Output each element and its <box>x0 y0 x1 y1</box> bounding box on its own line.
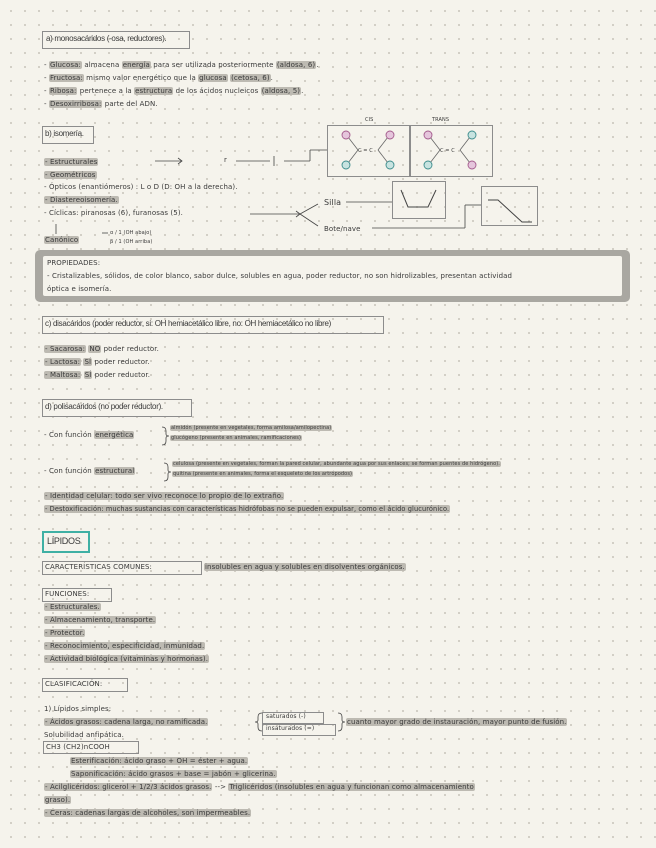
ceras: - Ceras: cadenas largas de alcoholes, son impermeables. <box>45 809 251 817</box>
caracteristicas-label: CARACTERÍSTICAS COMUNES: <box>45 563 152 571</box>
acilgliceridos-cont: graso). <box>45 796 71 804</box>
isomeria-geometricos: - Geométricos <box>45 171 96 179</box>
propiedades-line2: óptica e isomería. <box>47 285 112 293</box>
canonico-beta: β / 1 (OH arriba) <box>110 239 153 245</box>
funcion-item: - Actividad biológica (vitaminas y hormonas). <box>45 655 209 663</box>
isomeria-ciclicas: - Cíclicas: piranosas (6), furanosas (5). <box>44 209 183 217</box>
lipidos-simples: 1) Lípidos simples: <box>44 705 112 713</box>
energetica-almidon: almidón (presente en vegetales, forma amilosa/amilopectina) <box>171 425 332 431</box>
energetica-glucogeno: glucógeno (presente en animales, ramificaciones) <box>171 435 302 441</box>
isomeria-estructurales: - Estructurales <box>45 158 98 166</box>
polisacarido-estructural: - Con función estructural <box>44 467 135 475</box>
solubilidad: Solubilidad anfipática. <box>44 731 125 739</box>
silla-label: Silla <box>324 198 342 207</box>
esterificacion: Esterificación: ácido graso + OH = éster + agua. <box>71 757 248 765</box>
monosacaridos-heading: a) monosacáridos (-osa, reductores). <box>46 34 167 43</box>
mono-item-fructosa: - Fructosa: mismo valor energético que la glucosa (cetosa, 6). <box>44 74 273 82</box>
funcion-item: - Estructurales. <box>45 603 100 611</box>
polisacarido-identidad: - Identidad celular: todo ser vivo reconoce lo propio de lo extraño. <box>45 492 284 500</box>
isomeria-opticos: - Ópticos (enantiómeros) : L o D (D: OH a la derecha). <box>44 183 238 191</box>
caracteristicas-text: insolubles en agua y solubles en disolventes orgánicos. <box>205 563 405 571</box>
isomeria-heading: b) isomería. <box>45 129 84 138</box>
bote-box <box>481 186 538 226</box>
saturados: saturados (-) <box>266 713 306 720</box>
funcion-item: - Almacenamiento, transporte. <box>45 616 156 624</box>
propiedades-title: PROPIEDADES: <box>47 259 101 267</box>
trans-cc-bond: C = C <box>440 148 455 154</box>
mono-item-ribosa: - Ribosa: pertenece a la estructura de los ácidos nucleicos (aldosa, 5). <box>44 87 304 95</box>
polisacaridos-heading: d) polisacáridos (no poder reductor). <box>45 402 163 411</box>
bote-label: Bote/nave <box>324 225 361 233</box>
canonico-label: Canónico <box>45 236 79 244</box>
estructural-celulosa: celulosa (presente en vegetales, forman la pared celular, abundante agua por sus enlaces; se forman puentes de hidrógeno). <box>173 461 501 467</box>
canonico-alpha: α / 1 (OH abajo) <box>110 230 152 236</box>
funcion-item: - Protector. <box>45 629 85 637</box>
polisacarido-destoxificacion: - Destoxificación: muchas sustancias con características hidrófobas no se pueden expulsar, como el ácido glucurónico. <box>45 505 450 513</box>
isomeria-arrow-label: r <box>224 156 227 164</box>
funciones-label: FUNCIONES: <box>45 590 90 598</box>
trans-label: TRANS <box>432 117 450 123</box>
cis-label: CIS <box>365 117 374 123</box>
polisacarido-energetica: - Con función energética <box>44 431 134 439</box>
disacarido-lactosa: - Lactosa: SÍ poder reductor. <box>45 358 150 366</box>
saponificacion: Saponificación: ácido grasos + base = jabón + glicerina. <box>71 770 276 778</box>
lipidos-title: LÍPIDOS <box>47 536 81 546</box>
propiedades-line1: - Cristalizables, sólidos, de color blanco, sabor dulce, solubles en agua, poder reductor, no son hidrolizables, presentan actividad <box>47 272 513 280</box>
acilgliceridos: - Acilglicéridos: glicerol + 1/2/3 ácidos grasos. --> Triglicéridos (insolubles en agua y funcionan como almacenamiento <box>45 783 474 791</box>
insaturados: insaturados (=) <box>266 725 315 732</box>
mono-item-glucosa: - Glucosa: almacena energía para ser utilizada posteriormente (aldosa, 6). <box>44 61 319 69</box>
clasificacion-label: CLASIFICACIÓN: <box>45 680 103 688</box>
formula: CH3 (CH2)nCOOH <box>46 743 110 751</box>
funcion-item: - Reconocimiento, especificidad, inmunidad. <box>45 642 205 650</box>
isomeria-diastereoisomeria: - Diastereoisomería. <box>45 196 118 204</box>
mono-item-desoxirribosa: - Desoxirribosa: parte del ADN. <box>44 100 158 108</box>
instauracion-note: cuanto mayor grado de instauración, mayor punto de fusión. <box>347 718 567 726</box>
acidos-grasos: - Ácidos grasos: cadena larga, no ramificada. <box>45 718 208 726</box>
estructural-quitina: quitina (presente en animales, forma el esqueleto de los artrópodos) <box>173 471 353 477</box>
disacaridos-heading: c) disacáridos (poder reductor, si: OH hemiacetálico libre, no: OH hemiacetálico no libre) <box>45 319 332 328</box>
disacarido-sacarosa: - Sacarosa: NO poder reductor. <box>45 345 159 353</box>
silla-box <box>392 181 446 219</box>
cis-cc-bond: C = C <box>358 148 373 154</box>
disacarido-maltosa: - Maltosa: SÍ poder reductor. <box>45 371 151 379</box>
